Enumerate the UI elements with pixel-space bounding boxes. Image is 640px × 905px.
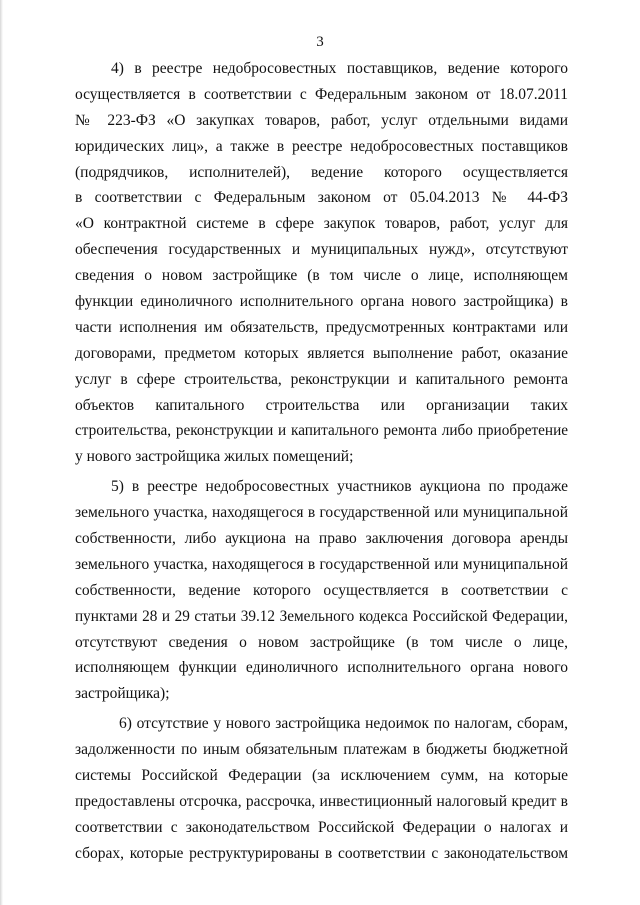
text-line: функции единоличного исполнительного органа нового застройщика) в bbox=[75, 293, 568, 311]
text-line: услуг в сфере строительства, реконструкции и капитального ремонта bbox=[75, 370, 568, 388]
text-line: в соответствии с Федеральным законом от 05.04.2013 № 44-ФЗ bbox=[75, 189, 568, 207]
page-number: 3 bbox=[316, 34, 324, 50]
text-line: задолженности по иным обязательным платежам в бюджеты бюджетной bbox=[75, 741, 568, 759]
text-line: договорами, предметом которых является выполнение работ, оказание bbox=[75, 344, 568, 362]
text-line: собственности, либо аукциона на право заключения договора аренды bbox=[75, 530, 568, 548]
text-line: системы Российской Федерации (за исключением сумм, на которые bbox=[75, 767, 568, 785]
text-line: юридических лиц», а также в реестре недобросовестных поставщиков bbox=[75, 137, 568, 155]
text-line: обеспечения государственных и муниципальных нужд», отсутствуют bbox=[75, 241, 568, 259]
text-line: соответствии с законодательством Российской Федерации о налогах и bbox=[75, 818, 568, 836]
text-line: 5) в реестре недобросовестных участников аукциона по продаже bbox=[111, 478, 568, 496]
text-line: предоставлены отсрочка, рассрочка, инвестиционный налоговый кредит в bbox=[75, 792, 568, 810]
paragraph-4 bbox=[75, 56, 568, 470]
text-line: собственности, ведение которого осуществляется в соответствии с bbox=[75, 581, 568, 599]
text-line: сведения о новом застройщике (в том числе о лице, исполняющем bbox=[75, 267, 568, 285]
text-line: исполняющем функции единоличного исполнительного органа нового bbox=[75, 659, 568, 677]
scan-edge-shadow bbox=[0, 0, 3, 905]
text-line: 4) в реестре недобросовестных поставщиков, ведение которого bbox=[111, 60, 568, 77]
text-line: «О контрактной системе в сфере закупок товаров, работ, услуг для bbox=[75, 215, 568, 233]
text-line: земельного участка, находящегося в государственной или муниципальной bbox=[75, 555, 568, 573]
text-line: у нового застройщика жилых помещений; bbox=[75, 448, 354, 466]
text-line: 6) отсутствие у нового застройщика недоимок по налогам, сборам, bbox=[119, 715, 568, 733]
paragraph-5 bbox=[75, 474, 568, 707]
text-line: осуществляется в соответствии с Федеральным законом от 18.07.2011 bbox=[75, 85, 568, 103]
text-line: № 223-ФЗ «О закупках товаров, работ, услуг отдельными видами bbox=[75, 111, 568, 129]
text-line: пунктами 28 и 29 статьи 39.12 Земельного кодекса Российской Федерации, bbox=[75, 607, 568, 625]
text-line: части исполнения им обязательств, предусмотренных контрактами или bbox=[75, 318, 568, 336]
paragraph-6 bbox=[75, 711, 568, 866]
text-line: (подрядчиков, исполнителей), ведение которого осуществляется bbox=[75, 163, 568, 181]
text-line: строительства, реконструкции и капитального ремонта либо приобретение bbox=[75, 422, 568, 440]
document-body bbox=[75, 56, 568, 867]
text-line: сборах, которые реструктурированы в соответствии с законодательством bbox=[75, 844, 568, 862]
text-line: застройщика); bbox=[75, 685, 170, 703]
text-line: отсутствуют сведения о новом застройщике (в том числе о лице, bbox=[75, 633, 568, 651]
text-line: объектов капитального строительства или организации таких bbox=[75, 396, 568, 414]
text-line: земельного участка, находящегося в государственной или муниципальной bbox=[75, 504, 568, 522]
